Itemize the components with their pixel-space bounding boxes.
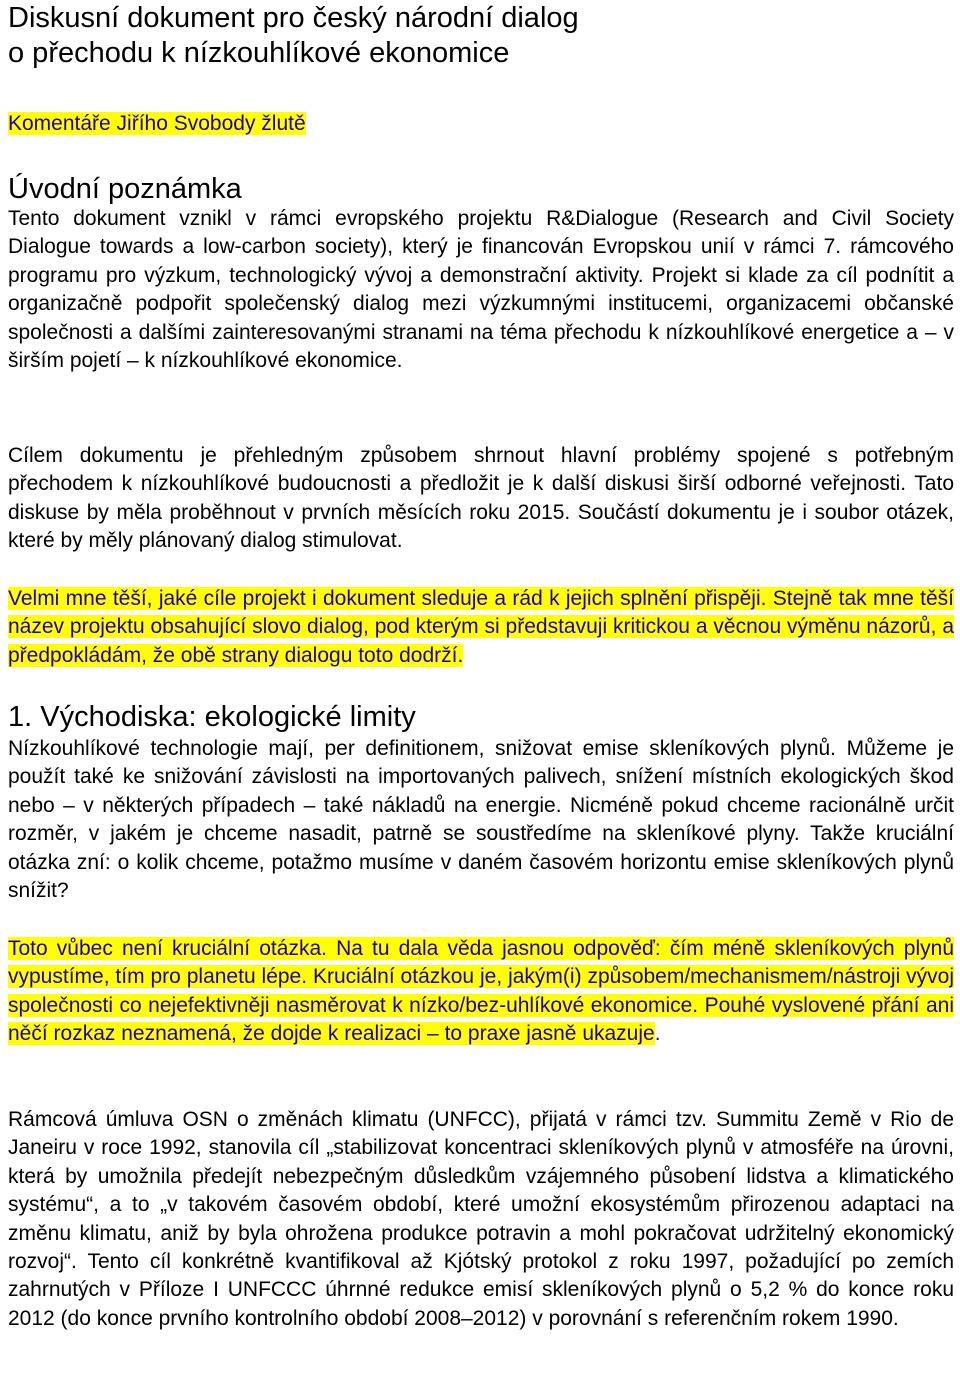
author-comment-1	[8, 585, 954, 670]
author-comment-2	[8, 935, 954, 1049]
section-1-heading: 1. Východiska: ekologické limity	[8, 701, 416, 733]
title-line-1: Diskusní dokument pro český národní dialog	[8, 2, 579, 34]
author-comment-2-text: Toto vůbec není kruciální otázka. Na tu dala věda jasnou odpověď: čím méně skleníkových plynů vypustíme, tím pro planetu lépe. Kruciální otázkou je, jakým(i) způsobem/mechanismem/nástroji vývoj společnosti co nejefektivněji nasměrovat k nízko/bez-uhlíkové ekonomice. Pouhé vyslovené přání ani něčí rozkaz neznamená, že dojde k realizaci – to praxe jasně ukazuje	[8, 937, 954, 1046]
intro-paragraph-1: Tento dokument vznikl v rámci evropského projektu R&Dialogue (Research and Civil Society Dialogue towards a low-carbon society), který je financován Evropskou unií v rámci 7. rámcového programu pro výzkum, technologický vývoj a demonstrační aktivity. Projekt si klade za cíl podnítit a organizačně podpořit společenský dialog mezi výzkumnými institucemi, organizacemi občanské společnosti a dalšími zainteresovanými stranami na téma přechodu k nízkouhlíkové energetice a – v širším pojetí – k nízkouhlíkové ekonomice.	[8, 207, 954, 373]
section-1-paragraph-1: Nízkouhlíkové technologie mají, per definitionem, snižovat emise skleníkových plynů. Můžeme je použít také ke snižování závislosti na importovaných palivech, snížení místních ekologických škod nebo – v některých případech – také nákladů na energie. Nicméně pokud chceme racionálně určit rozměr, v jakém je chceme nasadit, patrně se soustředíme na skleníkové plyny. Takže kruciální otázka zní: o kolik chceme, potažmo musíme v daném časovém horizontu emise skleníkových plynů snížit?	[8, 737, 954, 903]
comments-note	[8, 110, 306, 137]
author-comment-1-text: Velmi mne těší, jaké cíle projekt i dokument sleduje a rád k jejich splnění přispěji. Stejně tak mne těší název projektu obsahující slovo dialog, pod kterým si představuji kritickou a věcnou výměnu názorů, a předpokládám, že obě strany dialogu toto dodrží.	[8, 587, 954, 667]
section-1-paragraph-2: Rámcová úmluva OSN o změnách klimatu (UNFCC), přijatá v rámci tzv. Summitu Země v Rio de Janeiru v roce 1992, stanovila cíl „stabilizovat koncentraci skleníkových plynů v atmosféře na úrovni, která by umožnila předejít nebezpečným důsledkům vzájemného působení lidstva a klimatického systému“, a to „v takovém časovém období, které umožní ekosystémům přirozenou adaptaci na změnu klimatu, aniž by byla ohrožena produkce potravin a mohl pokračovat udržitelný ekonomický rozvoj“. Tento cíl konkrétně kvantifikoval až Kjótský protokol z roku 1997, požadující po zemích zahrnutých v Příloze I UNFCCC úhrnné redukce emisí skleníkových plynů o 5,2 % do konce roku 2012 (do konce prvního kontrolního období 2008–2012) v porovnání s referenčním rokem 1990.	[8, 1108, 954, 1330]
author-comment-2-end: .	[654, 1022, 661, 1046]
intro-paragraph-2: Cílem dokumentu je přehledným způsobem shrnout hlavní problémy spojené s potřebným přechodem k nízkouhlíkové budoucnosti a předložit je k další diskusi širší odborné veřejnosti. Tato diskuse by měla proběhnout v prvních měsících roku 2015. Součástí dokumentu je i soubor otázek, které by měly plánovaný dialog stimulovat.	[8, 444, 954, 553]
comments-note-text: Komentáře Jiřího Svobody žlutě	[8, 112, 306, 135]
document-page	[8, 0, 954, 1330]
intro-heading: Úvodní poznámka	[8, 173, 242, 205]
title-line-2: o přechodu k nízkouhlíkové ekonomice	[8, 37, 510, 69]
document-title	[8, 0, 954, 71]
